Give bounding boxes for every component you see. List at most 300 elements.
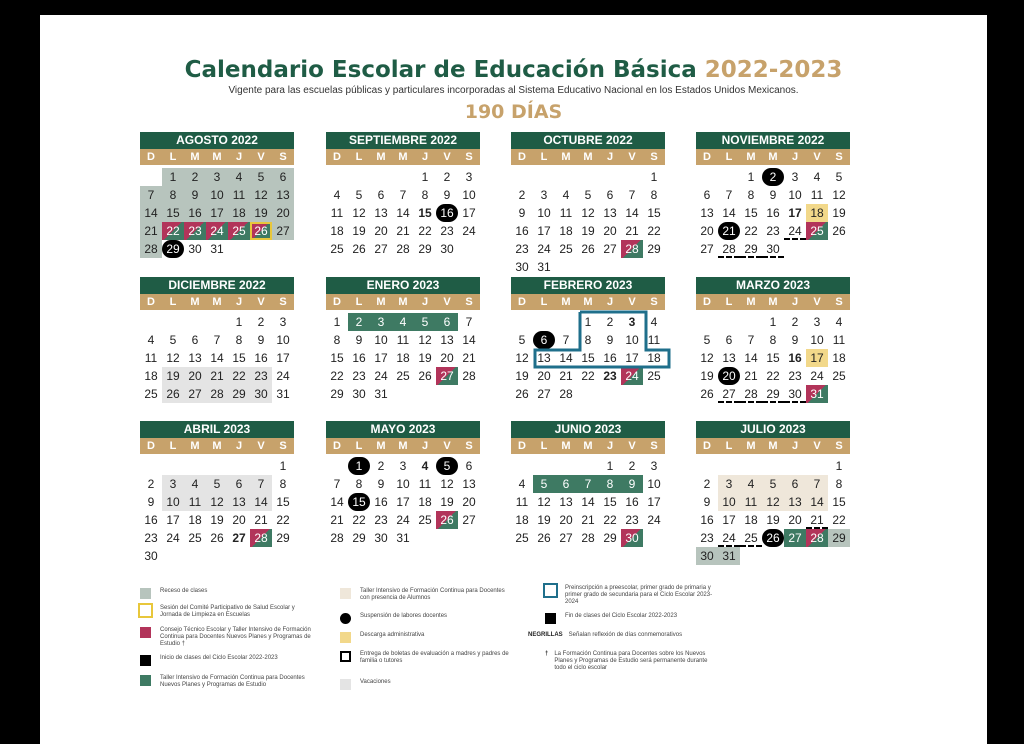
day-cell: 21 [744,369,758,383]
day-cell: 30 [144,549,158,563]
day-cell: 6 [703,188,711,202]
empty-cell [206,313,228,331]
legend-text: Sesión del Comité Participativo de Salud Escolar y Jornada de Limpieza en Escuelas [160,605,295,618]
day-cell: 26 [210,531,224,545]
weekday-label: D [703,296,711,308]
day-cell: 10 [206,186,228,204]
day-cell: 21 [462,351,476,365]
day-cell: 16 [766,206,780,220]
day-cell: 22 [581,369,595,383]
weekday-label: M [190,440,200,452]
day-cell: 21 [625,224,639,238]
day-cell: 23 [250,367,272,385]
empty-cell [392,168,414,186]
day-cell: 30 [440,242,454,256]
day-cell: 17 [206,204,228,222]
day-cell: 1 [348,457,370,475]
weekday-label: M [768,440,778,452]
weekday-label: V [628,440,636,452]
day-cell: 27 [272,222,294,240]
day-cell: 15 [832,495,846,509]
empty-cell [511,457,533,475]
month-2 [511,132,665,276]
day-cell: 26 [832,224,846,238]
day-cell: 28 [806,529,828,547]
day-cell: 14 [806,493,828,511]
day-cell: 20 [700,224,714,238]
day-cell: 7 [577,475,599,493]
weekday-row [696,149,850,165]
day-cell: 4 [740,475,762,493]
day-cell: 25 [330,242,344,256]
day-cell: 15 [348,493,370,511]
day-cell: 4 [147,333,155,347]
day-cell: 30 [250,385,272,403]
day-cell: 22 [647,224,661,238]
day-cell: 19 [766,513,780,527]
day-cell: 19 [418,351,432,365]
calendar-sheet [40,15,987,744]
day-cell: 10 [625,333,639,347]
day-cell: 27 [232,531,246,545]
weekday-row [140,149,294,165]
legend-item [545,651,720,672]
month-header: SEPTIEMBRE 2022 [326,132,480,149]
day-cell: 6 [725,333,733,347]
weekday-label: M [768,296,778,308]
day-cell: 24 [718,529,740,547]
day-cell: 6 [555,475,577,493]
day-cell: 23 [374,513,388,527]
day-cell: 11 [515,495,529,509]
month-header: AGOSTO 2022 [140,132,294,149]
day-cell: 13 [374,206,388,220]
day-cell: 7 [806,475,828,493]
day-cell: 17 [166,513,180,527]
day-cell: 2 [628,459,636,473]
day-cell: 20 [374,224,388,238]
weekday-label: V [628,296,636,308]
weekday-label: S [279,151,287,163]
empty-cell [184,457,206,475]
day-cell: 9 [257,333,265,347]
day-cell: 29 [228,385,250,403]
day-cell: 31 [806,385,828,403]
day-cell: 23 [184,222,206,240]
day-cell: 30 [762,240,784,258]
day-cell: 28 [621,240,643,258]
day-cell: 27 [784,529,806,547]
day-cell: 3 [628,315,636,329]
weekday-label: J [421,151,429,163]
day-cell: 31 [718,547,740,565]
day-cell: 5 [762,475,784,493]
weekday-label: M [561,296,571,308]
day-cell: 2 [184,168,206,186]
day-cell: 9 [355,333,363,347]
weekday-label: M [561,151,571,163]
day-cell: 25 [228,222,250,240]
day-cell: 1 [606,459,614,473]
day-cell: 14 [722,206,736,220]
weekday-row [140,438,294,454]
day-cell: 19 [162,367,184,385]
day-cell: 5 [835,170,843,184]
day-cell: 19 [537,513,551,527]
day-cell: 24 [647,513,661,527]
weekday-label: L [725,151,733,163]
day-cell: 21 [581,513,595,527]
day-cell: 7 [628,188,636,202]
day-cell: 3 [370,313,392,331]
weekday-label: J [791,296,799,308]
legend-swatch [140,675,151,686]
day-cell: 11 [184,493,206,511]
day-grid [140,457,294,565]
day-cell: 22 [744,224,758,238]
day-cell: 7 [333,477,341,491]
day-cell: 4 [333,188,341,202]
day-cell: 1 [421,170,429,184]
day-cell: 5 [169,333,177,347]
day-cell: 9 [703,495,711,509]
day-cell: 25 [515,531,529,545]
empty-cell [326,168,348,186]
day-cell: 16 [184,204,206,222]
title-years: 2022-2023 [704,57,843,83]
day-cell: 28 [396,242,410,256]
day-cell: 30 [515,260,529,274]
empty-cell [696,457,718,475]
legend-text: Inicio de clases del Ciclo Escolar 2022-2023 [160,655,278,661]
day-cell: 13 [700,206,714,220]
legend-swatch [545,585,556,596]
weekday-row [511,294,665,310]
day-cell: 7 [140,186,162,204]
day-cell: 19 [515,369,529,383]
empty-cell [555,457,577,475]
day-cell: 29 [647,242,661,256]
legend-swatch [340,651,351,662]
day-cell: 11 [418,477,432,491]
weekday-label: D [518,296,526,308]
day-cell: 12 [762,493,784,511]
legend-item [340,613,515,624]
month-5 [326,277,480,403]
day-cell: 17 [276,351,290,365]
day-cell: 27 [718,385,740,403]
day-cell: 1 [650,170,658,184]
day-cell: 23 [515,242,529,256]
day-cell: 4 [228,168,250,186]
day-cell: 21 [718,222,740,240]
day-cell: 9 [184,186,206,204]
legend-text: Fin de clases del Ciclo Escolar 2022-2023 [565,613,678,619]
legend-swatch [140,627,151,638]
day-cell: 26 [515,387,529,401]
day-cell: 11 [740,493,762,511]
day-cell: 4 [518,477,526,491]
day-cell: 29 [418,242,432,256]
weekday-label: M [376,151,386,163]
weekday-label: S [279,296,287,308]
day-cell: 10 [276,333,290,347]
day-cell: 24 [784,222,806,240]
day-cell: 17 [537,224,551,238]
day-cell: 8 [599,475,621,493]
day-cell: 18 [228,204,250,222]
day-cell: 1 [162,168,184,186]
day-grid [696,457,850,565]
day-cell: 15 [330,351,344,365]
day-cell: 5 [436,457,458,475]
weekday-label: M [212,440,222,452]
day-cell: 2 [606,315,614,329]
day-cell: 30 [621,529,643,547]
day-cell: 3 [540,188,548,202]
day-cell: 18 [396,351,410,365]
day-cell: 27 [374,242,388,256]
day-cell: 13 [462,477,476,491]
day-grid [511,168,665,276]
legend-swatch [140,588,151,599]
legend-text: Descarga administrativa [360,632,425,638]
day-cell: 21 [396,224,410,238]
weekday-label: V [443,151,451,163]
day-cell: 5 [584,188,592,202]
weekday-label: L [169,296,177,308]
month-8 [140,421,294,565]
day-cell: 18 [144,369,158,383]
day-cell: 30 [784,385,806,403]
day-cell: 10 [374,333,388,347]
day-cell: 5 [703,333,711,347]
day-cell: 30 [696,547,718,565]
empty-cell [162,457,184,475]
day-cell: 8 [650,188,658,202]
day-cell: 25 [832,369,846,383]
day-cell: 15 [603,495,617,509]
weekday-label: J [421,296,429,308]
day-cell: 25 [396,369,410,383]
day-cell: 27 [603,242,617,256]
empty-cell [718,168,740,186]
day-cell: 5 [355,188,363,202]
day-cell: 24 [206,222,228,240]
day-cell: 10 [788,188,802,202]
weekday-label: M [376,440,386,452]
empty-cell [577,457,599,475]
day-cell: 14 [581,495,595,509]
weekday-label: V [813,296,821,308]
weekday-label: J [235,151,243,163]
day-cell: 9 [377,477,385,491]
empty-cell [533,313,555,331]
weekday-label: D [333,151,341,163]
weekday-label: M [746,151,756,163]
weekday-label: J [791,151,799,163]
day-cell: 29 [762,385,784,403]
day-cell: 29 [352,531,366,545]
day-cell: 31 [210,242,224,256]
day-cell: 8 [835,477,843,491]
month-header: JUNIO 2023 [511,421,665,438]
day-cell: 23 [766,224,780,238]
weekday-label: D [518,440,526,452]
day-cell: 8 [333,333,341,347]
empty-cell [162,313,184,331]
legend-text: Taller Intensivo de Formación Continua para Docentes con presencia de Alumnos [360,588,505,601]
weekday-label: J [606,296,614,308]
legend-text: Vacaciones [360,679,391,685]
day-cell: 20 [232,513,246,527]
day-cell: 10 [162,493,184,511]
empty-cell [533,168,555,186]
weekday-label: L [725,440,733,452]
day-cell: 24 [462,224,476,238]
weekday-label: V [628,151,636,163]
empty-cell [228,457,250,475]
day-cell: 5 [206,475,228,493]
day-grid [696,168,850,258]
empty-cell [250,457,272,475]
month-3 [696,132,850,258]
empty-cell [140,313,162,331]
day-cell: 3 [206,168,228,186]
day-cell: 14 [140,204,162,222]
month-header: MAYO 2023 [326,421,480,438]
legend-item [528,632,703,639]
day-cell: 18 [559,224,573,238]
day-cell: 12 [250,186,272,204]
day-cell: 4 [813,170,821,184]
empty-cell [740,457,762,475]
day-cell: 12 [206,493,228,511]
weekday-label: S [650,296,658,308]
day-cell: 21 [206,367,228,385]
day-cell: 29 [330,387,344,401]
day-cell: 17 [722,513,736,527]
weekday-label: S [650,440,658,452]
day-cell: 30 [374,531,388,545]
day-cell: 31 [396,531,410,545]
month-header: ENERO 2023 [326,277,480,294]
empty-cell [206,457,228,475]
day-cell: 14 [250,493,272,511]
weekday-label: S [465,440,473,452]
day-cell: 24 [396,513,410,527]
day-cell: 15 [581,351,595,365]
day-cell: 16 [625,495,639,509]
legend-item [340,632,515,643]
day-cell: 30 [352,387,366,401]
legend-item [340,679,515,690]
legend-label: NEGRILLAS [528,632,563,638]
day-cell: 18 [330,224,344,238]
day-cell: 13 [228,493,250,511]
day-cell: 7 [562,333,570,347]
empty-cell [740,313,762,331]
day-cell: 25 [144,387,158,401]
day-cell: 12 [440,477,454,491]
legend-item [140,627,315,648]
day-cell: 11 [396,333,410,347]
day-cell: 2 [762,168,784,186]
empty-cell [784,457,806,475]
day-cell: 1 [835,459,843,473]
weekday-label: M [746,296,756,308]
day-cell: 22 [603,513,617,527]
day-cell: 1 [279,459,287,473]
day-cell: 25 [418,513,432,527]
day-cell: 2 [443,170,451,184]
weekday-label: J [235,296,243,308]
day-cell: 6 [228,475,250,493]
day-cell: 25 [806,222,828,240]
empty-cell [326,457,348,475]
day-cell: 6 [191,333,199,347]
day-cell: 22 [832,513,846,527]
day-cell: 18 [647,351,661,365]
legend-text: Entrega de boletas de evaluación a madres y padres de familia o tutores [360,651,509,664]
day-cell: 7 [747,333,755,347]
day-cell: 17 [374,351,388,365]
day-cell: 6 [465,459,473,473]
day-cell: 16 [144,513,158,527]
weekday-label: V [257,296,265,308]
day-cell: 12 [352,206,366,220]
weekday-label: M [398,151,408,163]
weekday-label: L [540,296,548,308]
day-cell: 28 [140,240,162,258]
day-cell: 18 [744,513,758,527]
month-0 [140,132,294,258]
day-cell: 8 [279,477,287,491]
empty-cell [621,168,643,186]
day-cell: 11 [228,186,250,204]
month-11 [696,421,850,565]
day-cell: 4 [562,188,570,202]
weekday-label: S [650,151,658,163]
weekday-label: J [606,151,614,163]
day-cell: 10 [537,206,551,220]
day-grid [140,168,294,258]
day-cell: 27 [462,513,476,527]
day-cell: 21 [806,511,828,529]
weekday-label: M [398,440,408,452]
weekday-label: M [583,440,593,452]
day-cell: 20 [440,351,454,365]
day-cell: 9 [621,475,643,493]
day-cell: 9 [769,188,777,202]
day-cell: 2 [257,315,265,329]
empty-cell [696,313,718,331]
day-cell: 25 [188,531,202,545]
day-grid [326,313,480,403]
day-cell: 9 [518,206,526,220]
day-cell: 23 [788,369,802,383]
legend-item [340,651,515,665]
day-cell: 8 [769,333,777,347]
month-10 [511,421,665,547]
day-cell: 6 [606,188,614,202]
month-header: ABRIL 2023 [140,421,294,438]
day-cell: 14 [744,351,758,365]
empty-cell [696,168,718,186]
day-cell: 14 [210,351,224,365]
day-cell: 3 [162,475,184,493]
weekday-label: S [465,151,473,163]
